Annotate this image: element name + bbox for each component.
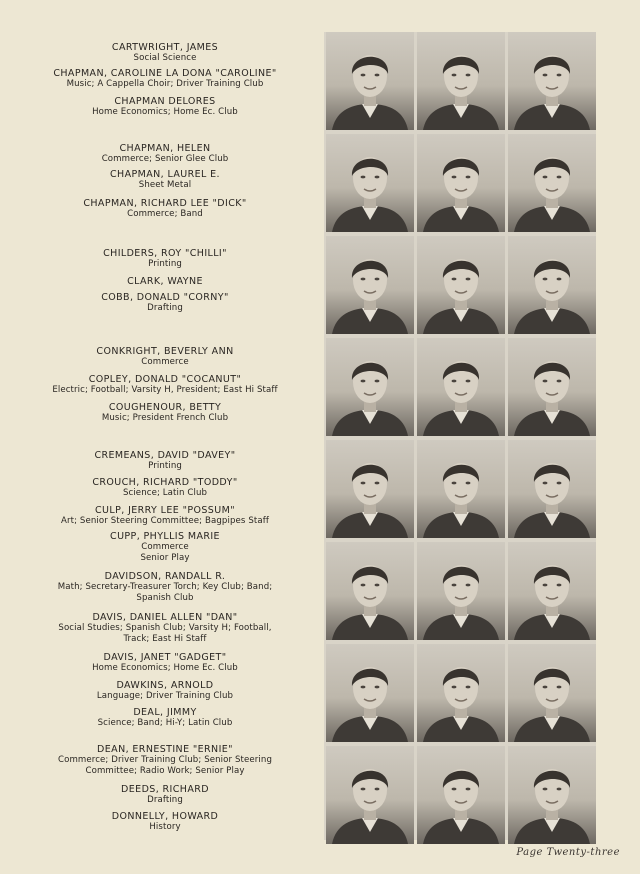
student-name: DEAL, JIMMY bbox=[133, 707, 197, 718]
student-name: CUPP, PHYLLIS MARIE bbox=[110, 531, 220, 542]
student-entry bbox=[20, 143, 310, 165]
student-entry bbox=[20, 707, 310, 729]
student-entry bbox=[20, 505, 310, 527]
student-entry bbox=[20, 652, 310, 674]
student-portrait bbox=[417, 440, 505, 538]
student-portrait bbox=[326, 542, 414, 640]
student-name: DAVIS, DANIEL ALLEN "DAN" bbox=[92, 612, 238, 623]
student-activities: Printing bbox=[148, 259, 182, 269]
student-name: COPLEY, DONALD "COCANUT" bbox=[88, 374, 242, 385]
student-activities: Home Economics; Home Ec. Club bbox=[92, 663, 238, 673]
student-activities: Science; Band; Hi-Y; Latin Club bbox=[97, 718, 233, 728]
student-portrait bbox=[508, 236, 596, 334]
student-name: CHAPMAN DELORES bbox=[114, 96, 216, 107]
student-portrait bbox=[326, 440, 414, 538]
student-name: CHAPMAN, HELEN bbox=[119, 143, 211, 154]
student-name: DEEDS, RICHARD bbox=[121, 784, 209, 795]
student-activities: Commerce; Driver Training Club; Senior Steering bbox=[57, 755, 273, 765]
student-entry bbox=[20, 169, 310, 191]
student-activities: Senior Play bbox=[140, 553, 190, 563]
student-entry bbox=[20, 744, 310, 777]
student-activities: Drafting bbox=[147, 303, 183, 313]
page-number: Page Twenty-three bbox=[516, 847, 620, 858]
student-portrait bbox=[326, 134, 414, 232]
student-portrait bbox=[326, 32, 414, 130]
student-name: DONNELLY, HOWARD bbox=[111, 811, 219, 822]
student-name: CONKRIGHT, BEVERLY ANN bbox=[96, 346, 234, 357]
student-name: CHAPMAN, LAUREL E. bbox=[110, 169, 220, 180]
student-name: COBB, DONALD "CORNY" bbox=[101, 292, 229, 303]
student-activities: Spanish Club bbox=[136, 593, 194, 603]
student-entry bbox=[20, 477, 310, 499]
student-portrait bbox=[417, 338, 505, 436]
student-portrait bbox=[508, 644, 596, 742]
student-portrait bbox=[417, 236, 505, 334]
student-activities: Social Studies; Spanish Club; Varsity H; Football, bbox=[58, 623, 272, 633]
student-name: CROUCH, RICHARD "TODDY" bbox=[92, 477, 238, 488]
student-activities: Track; East Hi Staff bbox=[123, 634, 207, 644]
student-portrait bbox=[326, 746, 414, 844]
student-entry bbox=[20, 346, 310, 368]
student-entry bbox=[20, 96, 310, 118]
student-portrait bbox=[508, 32, 596, 130]
student-portrait bbox=[508, 338, 596, 436]
student-portrait bbox=[508, 746, 596, 844]
student-activities: Commerce; Senior Glee Club bbox=[101, 154, 229, 164]
student-entry bbox=[20, 276, 310, 287]
student-name: DAVIDSON, RANDALL R. bbox=[104, 571, 226, 582]
student-activities: Commerce bbox=[141, 357, 189, 367]
student-portrait bbox=[508, 134, 596, 232]
student-entry bbox=[20, 612, 310, 645]
student-activities: Committee; Radio Work; Senior Play bbox=[85, 766, 245, 776]
student-entry bbox=[20, 292, 310, 314]
student-activities: Music; President French Club bbox=[101, 413, 229, 423]
student-portrait bbox=[417, 746, 505, 844]
student-name: CHILDERS, ROY "CHILLI" bbox=[103, 248, 227, 259]
student-activities: Drafting bbox=[147, 795, 183, 805]
student-name: CARTWRIGHT, JAMES bbox=[111, 42, 219, 53]
student-name: CHAPMAN, RICHARD LEE "DICK" bbox=[83, 198, 247, 209]
student-activities: Printing bbox=[148, 461, 182, 471]
student-activities: Sheet Metal bbox=[138, 180, 192, 190]
student-portrait bbox=[417, 134, 505, 232]
student-entry bbox=[20, 198, 310, 220]
student-activities: Electric; Football; Varsity H, President; East Hi Staff bbox=[52, 385, 278, 395]
student-activities: Commerce; Band bbox=[127, 209, 203, 219]
student-entry bbox=[20, 571, 310, 604]
student-activities: Art; Senior Steering Committee; Bagpipes Staff bbox=[61, 516, 269, 526]
student-activities: Language; Driver Training Club bbox=[96, 691, 234, 701]
student-entry bbox=[20, 248, 310, 270]
student-portrait bbox=[326, 338, 414, 436]
student-portrait bbox=[508, 542, 596, 640]
student-entry bbox=[20, 42, 310, 64]
student-portrait bbox=[326, 644, 414, 742]
student-name: DAVIS, JANET "GADGET" bbox=[103, 652, 227, 663]
student-entry bbox=[20, 68, 310, 90]
student-entry bbox=[20, 811, 310, 833]
student-entry bbox=[20, 531, 310, 564]
student-activities: Science; Latin Club bbox=[122, 488, 208, 498]
student-activities: History bbox=[149, 822, 181, 832]
photo-grid bbox=[324, 32, 596, 840]
student-portrait bbox=[417, 644, 505, 742]
student-name: CLARK, WAYNE bbox=[127, 276, 203, 287]
student-name: CULP, JERRY LEE "POSSUM" bbox=[95, 505, 235, 516]
student-name: CHAPMAN, CAROLINE LA DONA "CAROLINE" bbox=[53, 68, 277, 79]
student-name: COUGHENOUR, BETTY bbox=[108, 402, 222, 413]
student-activities: Home Economics; Home Ec. Club bbox=[92, 107, 238, 117]
student-name: DEAN, ERNESTINE "ERNIE" bbox=[97, 744, 233, 755]
student-entry bbox=[20, 784, 310, 806]
student-name: CREMEANS, DAVID "DAVEY" bbox=[94, 450, 236, 461]
student-activities: Social Science bbox=[133, 53, 197, 63]
student-name: DAWKINS, ARNOLD bbox=[116, 680, 214, 691]
student-entry bbox=[20, 402, 310, 424]
student-portrait bbox=[326, 236, 414, 334]
student-activities: Music; A Cappella Choir; Driver Training Club bbox=[66, 79, 264, 89]
student-portrait bbox=[417, 542, 505, 640]
student-portrait bbox=[417, 32, 505, 130]
student-activities: Commerce bbox=[141, 542, 189, 552]
student-entry bbox=[20, 450, 310, 472]
student-entry bbox=[20, 374, 310, 396]
student-activities: Math; Secretary-Treasurer Torch; Key Club; Band; bbox=[57, 582, 273, 592]
student-entry bbox=[20, 680, 310, 702]
student-portrait bbox=[508, 440, 596, 538]
